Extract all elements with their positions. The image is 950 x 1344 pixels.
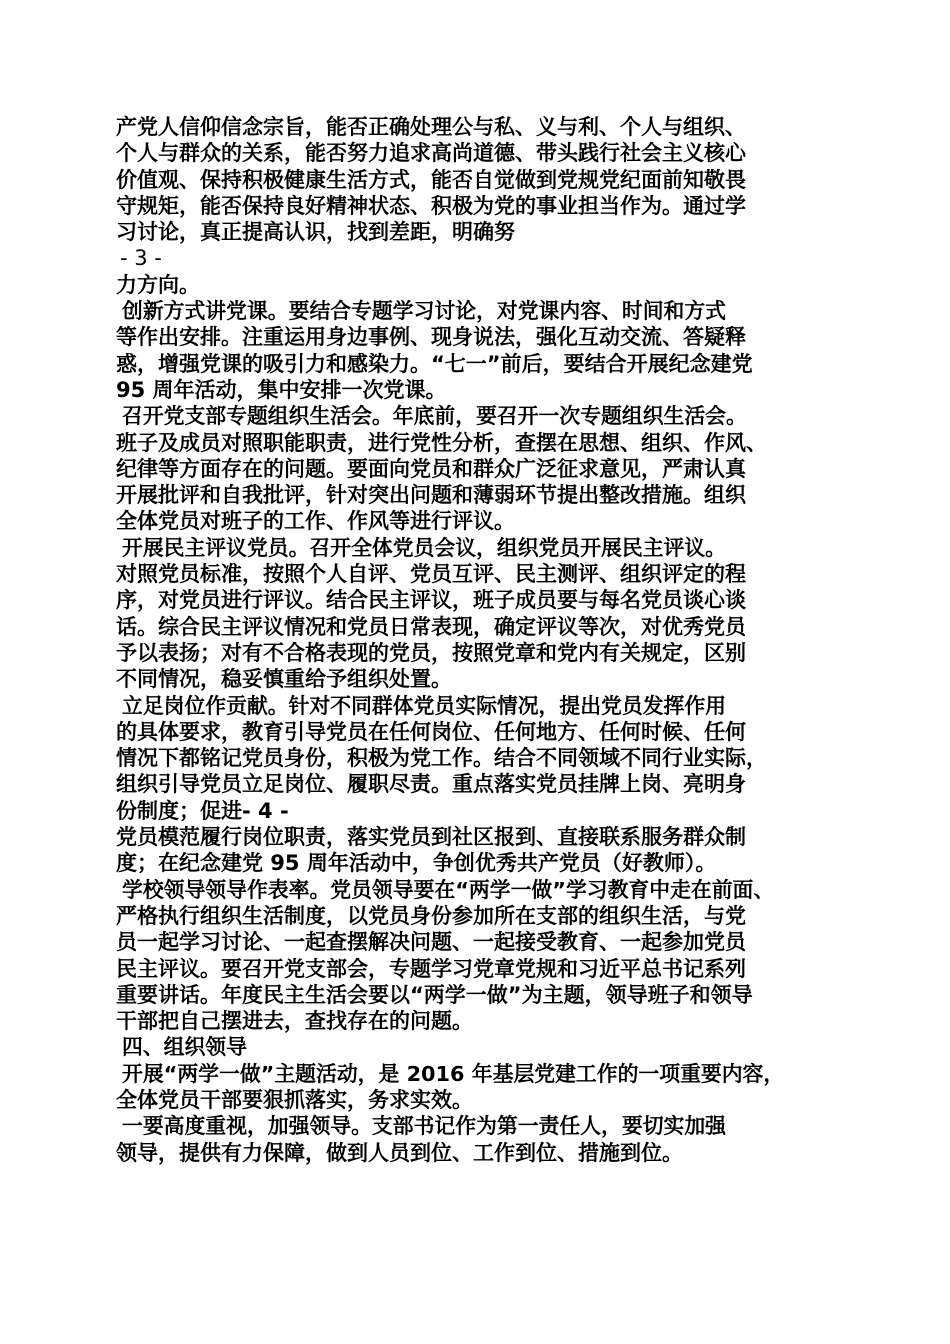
paragraph-start: 创新方式讲党课。要结合专题学习讨论，对党课内容、时间和方式 <box>122 299 727 324</box>
text-line: 价值观、保持积极健康生活方式，能否自觉做到党规党纪面前知敬畏 <box>116 167 746 192</box>
paragraph-start: 一要高度重视，加强领导。支部书记作为第一责任人，要切实加强 <box>122 1114 727 1139</box>
text-line: 对照党员标准，按照个人自评、党员互评、民主测评、组织评定的程 <box>116 562 746 587</box>
text-line: 力方向。 <box>116 272 200 297</box>
text-line: 情况下都铭记党员身份，积极为党工作。结合不同领域不同行业实际， <box>116 746 767 771</box>
text-line: 全体党员干部要狠抓落实，务求实效。 <box>116 1087 473 1112</box>
text-line: 全体党员对班子的工作、作风等进行评议。 <box>116 509 515 534</box>
text-line: 民主评议。要召开党支部会，专题学习党章党规和习近平总书记系列 <box>116 956 746 981</box>
text-line: 的具体要求，教育引导党员在任何岗位、任何地方、任何时候、任何 <box>116 719 746 744</box>
text-line: 干部把自己摆进去，查找存在的问题。 <box>116 1009 473 1034</box>
page-number: - 3 - <box>120 246 162 271</box>
paragraph-start: 开展民主评议党员。召开全体党员会议，组织党员开展民主评议。 <box>122 535 727 560</box>
text-line: 序，对党员进行评议。结合民主评议，班子成员要与每名党员谈心谈 <box>116 588 746 613</box>
text-line: 予以表扬；对有不合格表现的党员，按照党章和党内有关规定，区别 <box>116 640 746 665</box>
text-line: 等作出安排。注重运用身边事例、现身说法，强化互动交流、答疑释 <box>116 325 746 350</box>
text-line: 个人与群众的关系，能否努力追求高尚道德、带头践行社会主义核心 <box>116 141 746 166</box>
text-line: 纪律等方面存在的问题。要面向党员和群众广泛征求意见，严肃认真 <box>116 456 746 481</box>
text-line: 守规矩，能否保持良好精神状态、积极为党的事业担当作为。通过学 <box>116 193 746 218</box>
paragraph-start: 学校领导领导作表率。党员领导要在“两学一做”学习教育中走在前面、 <box>122 877 775 902</box>
paragraph-start: 立足岗位作贡献。针对不同群体党员实际情况，提出党员发挥作用 <box>122 693 727 718</box>
text-line: 习讨论，真正提高认识，找到差距，明确努 <box>116 220 515 245</box>
text-line: 班子及成员对照职能职责，进行党性分析，查摆在思想、组织、作风、 <box>116 430 767 455</box>
paragraph-start: 召开党支部专题组织生活会。年底前，要召开一次专题组织生活会。 <box>122 404 747 429</box>
text-line: 产党人信仰信念宗旨，能否正确处理公与私、义与利、个人与组织、 <box>116 115 746 139</box>
text-line: 党员模范履行岗位职责，落实党员到社区报到、直接联系服务群众制 <box>116 825 746 850</box>
text-line: 组织引导党员立足岗位、履职尽责。重点落实党员挂牌上岗、亮明身 <box>116 772 746 797</box>
section-heading: 四、组织领导 <box>122 1035 247 1060</box>
text-line: 份制度；促进- 4 - <box>116 798 289 823</box>
text-line: 重要讲话。年度民主生活会要以“两学一做”为主题，领导班子和领导 <box>116 982 753 1007</box>
text-line: 领导，提供有力保障，做到人员到位、工作到位、措施到位。 <box>116 1140 683 1165</box>
text-line: 度；在纪念建党 95 周年活动中，争创优秀共产党员（好教师）。 <box>116 851 717 876</box>
paragraph-start: 开展“两学一做”主题活动，是 2016 年基层党建工作的一项重要内容， <box>122 1061 785 1086</box>
text-line: 95 周年活动，集中安排一次党课。 <box>116 377 447 402</box>
text-line: 惑，增强党课的吸引力和感染力。“七一”前后，要结合开展纪念建党 <box>116 351 753 376</box>
document-body <box>116 114 846 1166</box>
text-line: 严格执行组织生活制度，以党员身份参加所在支部的组织生活，与党 <box>116 903 746 928</box>
text-line: 员一起学习讨论、一起查摆解决问题、一起接受教育、一起参加党员 <box>116 930 746 955</box>
text-line: 不同情况，稳妥慎重给予组织处置。 <box>116 667 452 692</box>
text-line: 话。综合民主评议情况和党员日常表现，确定评议等次，对优秀党员 <box>116 614 746 639</box>
text-line: 开展批评和自我批评，针对突出问题和薄弱环节提出整改措施。组织 <box>116 483 746 508</box>
